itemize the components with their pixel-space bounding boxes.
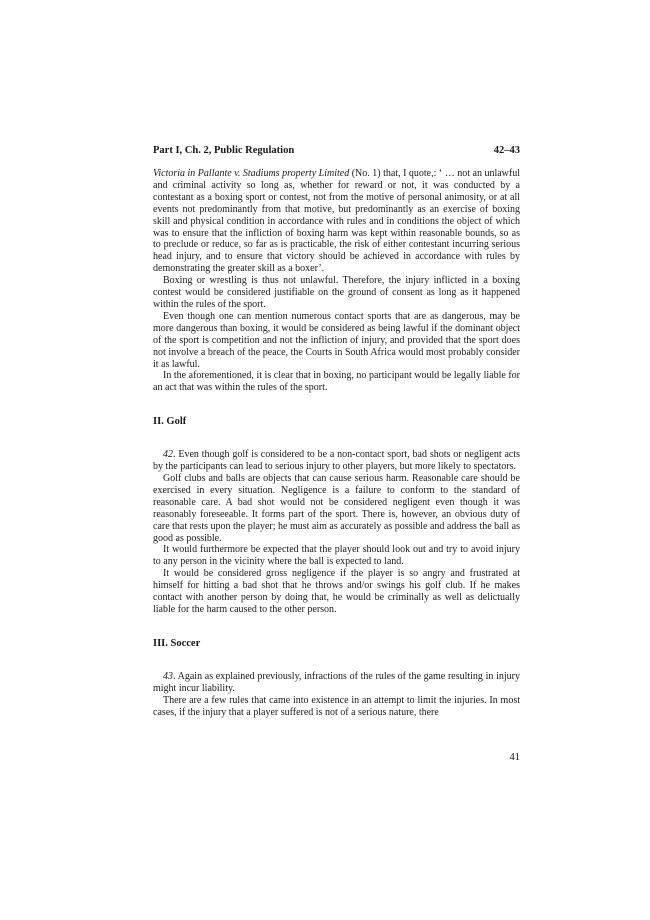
section-heading-soccer: III. Soccer (153, 637, 201, 649)
section-heading-golf: II. Golf (153, 416, 187, 428)
running-header (153, 145, 520, 157)
soccer-paragraph-1-text: . Again as explained previously, infractions of the rules of the game resulting in injury might incur liability. (153, 670, 520, 694)
quote-text: (No. 1) that, I quote,: ‘ … not an unlawful and criminal activity so long as, whether for reward or not, it was conducted by a contestant as a boxing sport or contest, not from the motive of personal animosity, or at all events not predominantly from that motive, but predominantly as an exercise of boxing skill and physical condition in accordance with rules and in conditions the object of which was to ensure that the infliction of boxing harm was kept within reasonable bounds, so as to preclude or reduce, so far as is practicable, the risk of either contestant incurring serious head injury, and to ensure that victory should be achieved in accordance with rules by demonstrating the greater skill as a boxer’. (153, 168, 520, 275)
golf-paragraph-1-text: . Even though golf is considered to be a non-contact sport, bad shots or negligent acts by the participants can lead to serious injury to other players, but more likely to spectators. (153, 449, 520, 473)
boxing-paragraph-4: In the aforementioned, it is clear that in boxing, no participant would be legally liable for an act that was within the rules of the sport. (153, 370, 520, 394)
boxing-paragraph-1 (153, 168, 520, 275)
running-title: Part I, Ch. 2, Public Regulation (153, 145, 295, 156)
golf-paragraph-4: It would be considered gross negligence if the player is so angry and frustrated at himself for hitting a bad shot that he throws and/or swings his golf club. If he makes contact with another person by doing that, he would be criminally as well as delictually liable for the harm caused to the other person. (153, 568, 520, 615)
soccer-paragraph-1 (153, 671, 520, 695)
page-number: 41 (509, 752, 520, 763)
boxing-paragraph-2: Boxing or wrestling is thus not unlawful. Therefore, the injury inflicted in a boxing contest would be considered justifiable on the ground of consent as long as it happened within the rules of the sport. (153, 275, 520, 310)
body-text (153, 168, 520, 719)
paragraph-number: 42 (163, 449, 173, 461)
golf-paragraph-1 (153, 449, 520, 473)
golf-paragraph-3: It would furthermore be expected that the player should look out and try to avoid injury to any person in the vicinity where the ball is expected to land. (153, 544, 520, 568)
golf-paragraph-2: Golf clubs and balls are objects that can cause serious harm. Reasonable care should be exercised in every situation. Negligence is a failure to conform to the standard of reasonable care. A bad shot would not be considered negligent even though it was reasonably foreseeable. It forms part of the sport. There is, however, an obvious duty of care that rests upon the player; he must aim as accurately as possible and address the ball as good as possible. (153, 473, 520, 544)
soccer-paragraph-2: There are a few rules that came into existence in an attempt to limit the injuries. In most cases, if the injury that a player suffered is not of a serious nature, there (153, 694, 520, 718)
paragraph-range: 42–43 (493, 145, 520, 156)
case-citation: Victoria in Pallante v. Stadiums property Limited (153, 168, 350, 179)
paragraph-number: 43 (163, 670, 173, 682)
boxing-paragraph-3: Even though one can mention numerous contact sports that are as dangerous, may be more dangerous than boxing, it would be considered as being lawful if the dominant object of the sport is competition and not the infliction of injury, and provided that the sport does not involve a breach of the peace, the Courts in South Africa would most probably consider it as lawful. (153, 310, 520, 370)
